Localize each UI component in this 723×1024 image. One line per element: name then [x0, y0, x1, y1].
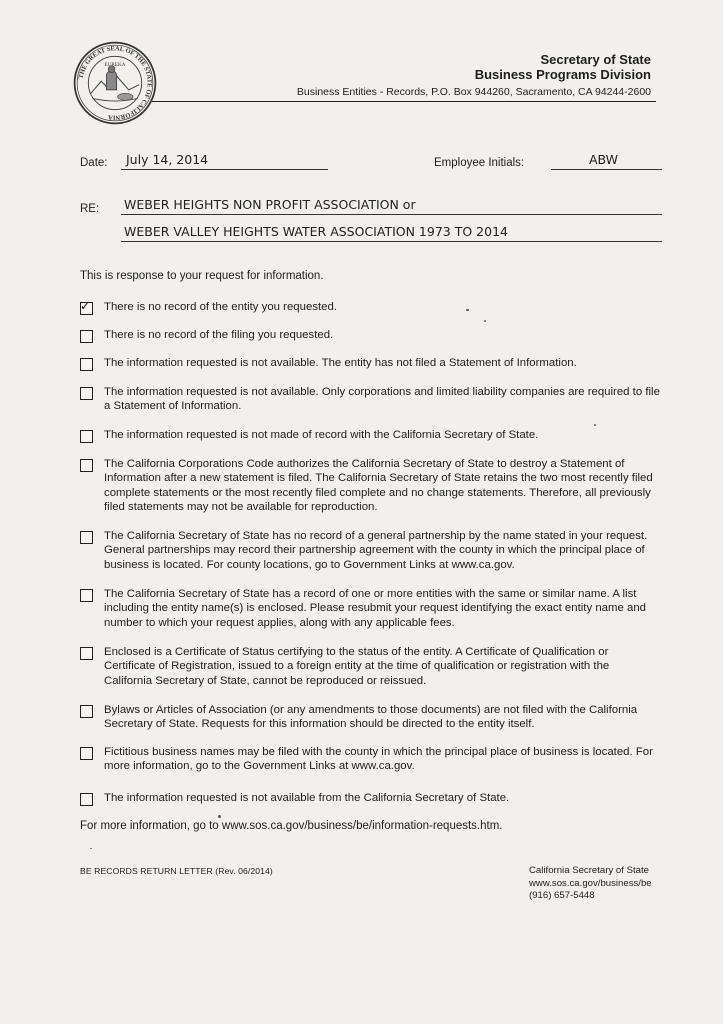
checklist-item-text: The California Secretary of State has no record of a general partnership by the name stated in your request. General partnerships may record their partnership agreement with the county in which the principal place of business is located. For county locations, go to Government Links at www.ca.gov. — [104, 530, 648, 571]
form-id: BE RECORDS RETURN LETTER (Rev. 06/2014) — [80, 866, 273, 876]
checklist-item — [80, 529, 660, 572]
initials-value: ABW — [589, 152, 619, 167]
footer-phone: (916) 657-5448 — [529, 890, 595, 901]
initials-underline — [551, 169, 662, 170]
checklist-item-text: There is no record of the entity you requested. — [104, 301, 338, 313]
svg-text:THE GREAT SEAL OF THE STATE OF: THE GREAT SEAL OF THE STATE OF CALIFORNIA — [77, 45, 153, 121]
scan-speck — [466, 309, 469, 311]
california-state-seal — [72, 40, 158, 126]
footer-contact — [529, 865, 652, 903]
checklist-item-text: There is no record of the filing you requested. — [104, 329, 334, 341]
checklist-item — [80, 328, 660, 343]
checkbox[interactable] — [80, 589, 93, 602]
header-rule — [152, 101, 656, 102]
header-division: Business Programs Division — [474, 67, 651, 82]
checklist-item-text: The information requested is not available. The entity has not filed a Statement of Information. — [104, 357, 577, 369]
checklist-item — [80, 745, 660, 774]
checklist-item-text: The California Corporations Code authorizes the California Secretary of State to destroy a Statement of Information after a new statement is filed. The California Secretary of State retains the two most recently filed complete statements or the most recently filed complete and no change statements. Therefore, all previously filed statements may not be available for reproduction. — [104, 458, 653, 514]
checklist-item — [80, 587, 660, 630]
intro-text: This is response to your request for information. — [80, 270, 324, 282]
scan-speck — [484, 320, 486, 322]
date-value: July 14, 2014 — [126, 152, 209, 167]
re-underline-1 — [121, 214, 662, 215]
checklist-item-text: Bylaws or Articles of Association (or any amendments to those documents) are not filed with the California Secretary of State. Requests for this information should be directed to the entity itself. — [104, 704, 638, 731]
header-title: Secretary of State — [540, 52, 651, 67]
checkbox[interactable] — [80, 430, 93, 443]
checklist-item — [80, 300, 660, 315]
re-label: RE: — [80, 203, 100, 215]
checkbox[interactable] — [80, 793, 93, 806]
re-underline-2 — [121, 241, 662, 242]
checklist-item-text: Fictitious business names may be filed with the county in which the principal place of business is located. For more information, go to the Government Links at www.ca.gov. — [104, 746, 653, 773]
re-line-2: WEBER VALLEY HEIGHTS WATER ASSOCIATION 1973 TO 2014 — [124, 224, 508, 239]
checklist-item-text: The information requested is not available from the California Secretary of State. — [104, 792, 510, 804]
initials-label: Employee Initials: — [434, 157, 525, 169]
checkbox[interactable] — [80, 647, 93, 660]
checklist-item-text: The information requested is not available. Only corporations and limited liability companies are required to file a Statement of Information. — [104, 386, 660, 413]
checklist-item — [80, 791, 660, 806]
checklist-item-text: The information requested is not made of record with the California Secretary of State. — [104, 429, 539, 441]
svg-text:EUREKA: EUREKA — [104, 61, 126, 68]
checkbox[interactable]: ✓ — [80, 302, 93, 315]
scan-speck — [90, 848, 92, 849]
checklist-item — [80, 703, 660, 732]
scan-speck — [218, 815, 221, 818]
checkbox[interactable] — [80, 459, 93, 472]
checklist-item — [80, 457, 660, 515]
footer-url: www.sos.ca.gov/business/be — [529, 877, 652, 889]
checklist-item — [80, 356, 660, 371]
re-line-1: WEBER HEIGHTS NON PROFIT ASSOCIATION or — [124, 197, 416, 212]
checkbox[interactable] — [80, 358, 93, 371]
header-block — [297, 52, 651, 99]
checklist-item — [80, 385, 660, 414]
checklist-item — [80, 428, 660, 443]
checklist-item — [80, 645, 660, 688]
more-info-text: For more information, go to www.sos.ca.gov/business/be/information-requests.htm. — [80, 820, 503, 832]
date-label: Date: — [80, 157, 108, 169]
checkbox[interactable] — [80, 705, 93, 718]
checkbox[interactable] — [80, 531, 93, 544]
scan-speck — [594, 424, 596, 426]
date-underline — [121, 169, 328, 170]
checklist-item-text: The California Secretary of State has a record of one or more entities with the same or similar name. A list including the entity name(s) is enclosed. Please resubmit your request identifying the exact entity name and number to which your request applies, along with any applicable fees. — [104, 588, 646, 629]
footer-org: California Secretary of State — [529, 865, 649, 876]
header-address: Business Entities - Records, P.O. Box 944260, Sacramento, CA 94244-2600 — [296, 86, 651, 98]
checkbox[interactable] — [80, 747, 93, 760]
checklist-item-text: Enclosed is a Certificate of Status certifying to the status of the entity. A Certificate of Qualification or Certificate of Registration, issued to a foreign entity at the time of qualification or registration with the California Secretary of State, cannot be reproduced or reissued. — [104, 646, 610, 687]
checkbox[interactable] — [80, 387, 93, 400]
checkbox[interactable] — [80, 330, 93, 343]
